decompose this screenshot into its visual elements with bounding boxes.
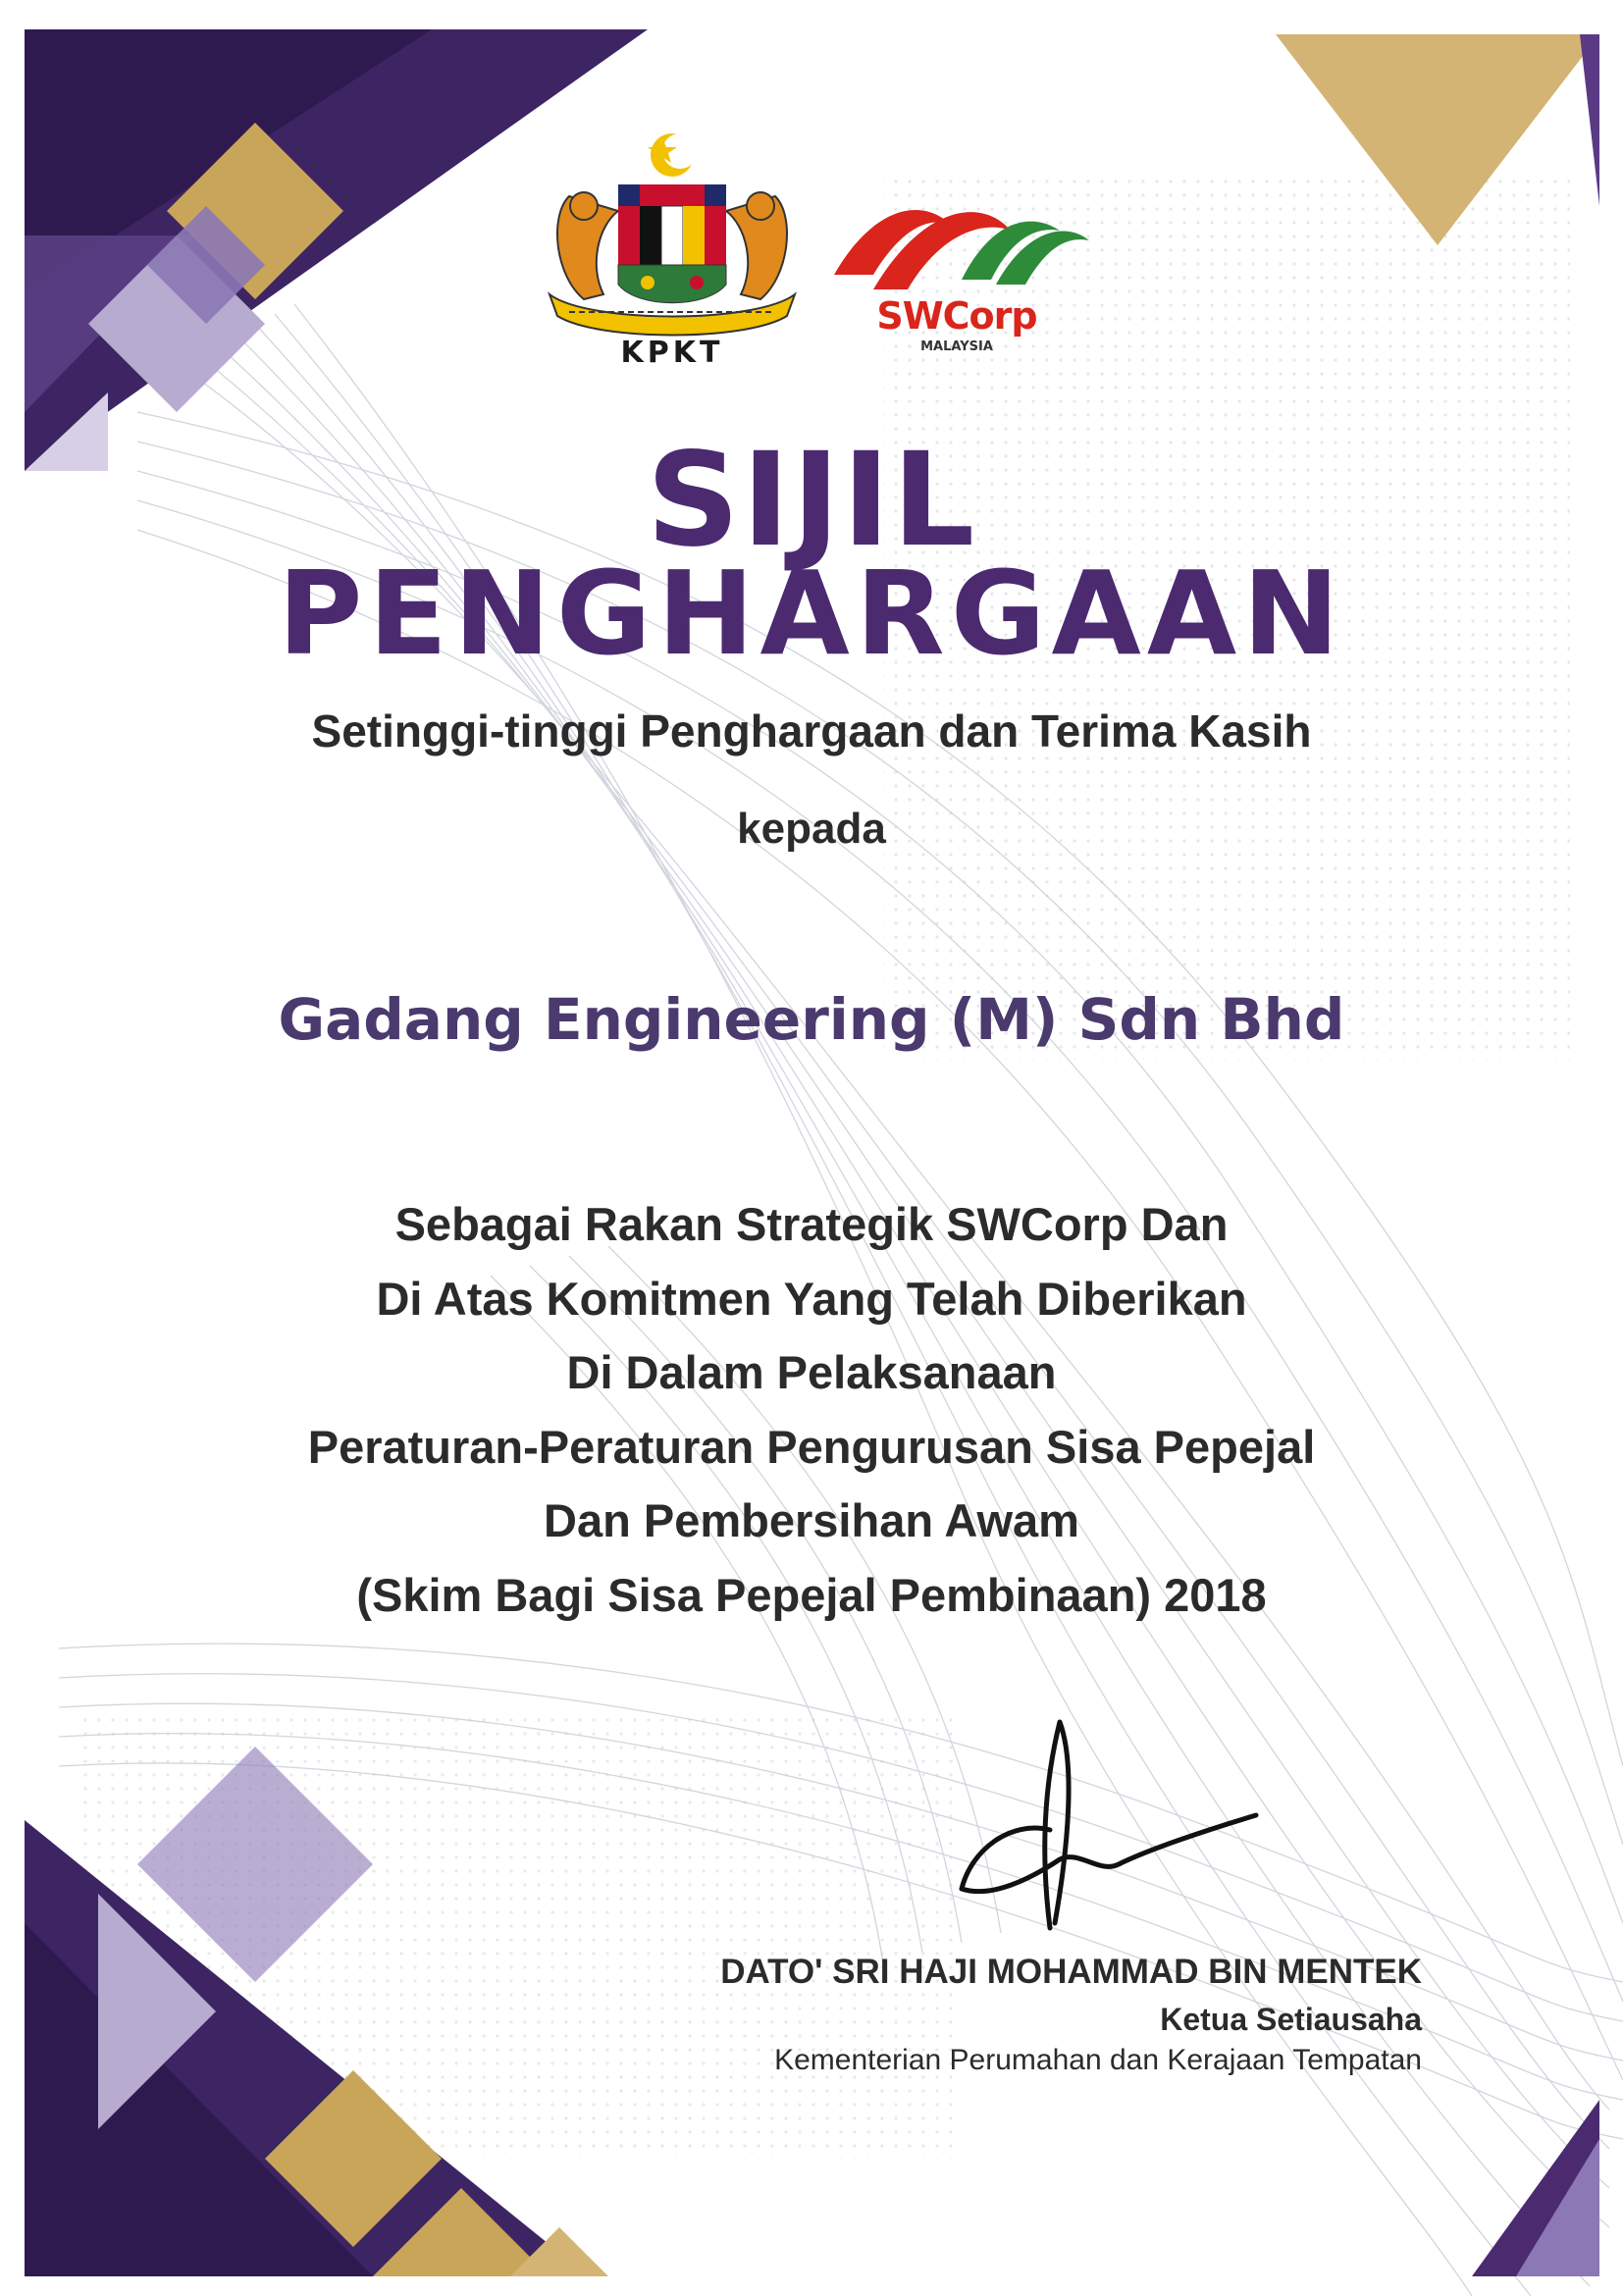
body-line: Di Dalam Pelaksanaan [566, 1346, 1057, 1398]
certificate-title-line2: PENGHARGAAN [278, 546, 1345, 681]
body-line: Dan Pembersihan Awam [544, 1494, 1079, 1546]
certificate-subtitle: Setinggi-tinggi Penghargaan dan Terima Kasih [311, 705, 1312, 757]
body-line: Sebagai Rakan Strategik SWCorp Dan [394, 1198, 1229, 1250]
kpkt-logo [530, 128, 814, 383]
top-right-purple-edge [1580, 34, 1599, 206]
certificate-title-line1: SIJIL [646, 425, 977, 576]
malaysia-coat-of-arms-icon [530, 128, 814, 343]
swcorp-swoosh-icon [814, 167, 1099, 304]
swcorp-country: MALAYSIA [920, 339, 993, 354]
body-line: Di Atas Komitmen Yang Telah Diberikan [376, 1272, 1247, 1325]
swcorp-logo [814, 167, 1099, 383]
kepada-text: kepada [737, 805, 886, 853]
handwritten-signature [932, 1702, 1266, 1938]
header-logos [530, 128, 1099, 383]
body-line: Peraturan-Peraturan Pengurusan Sisa Pepejal [307, 1420, 1316, 1473]
swcorp-name: SWCorp [876, 294, 1037, 338]
recipient-name: Gadang Engineering (M) Sdn Bhd [278, 986, 1345, 1053]
signatory-organization: Kementerian Perumahan dan Kerajaan Tempatan [774, 2044, 1422, 2076]
signatory-name: DATO' SRI HAJI MOHAMMAD BIN MENTEK [720, 1953, 1422, 1991]
certificate-body [0, 1187, 1623, 1632]
signatory-title: Ketua Setiausaha [1160, 2002, 1422, 2037]
kpkt-label: KPKT [620, 336, 724, 370]
body-line: (Skim Bagi Sisa Pepejal Pembinaan) 2018 [356, 1568, 1267, 1621]
bottom-right-corner-ornament [1472, 2100, 1599, 2276]
